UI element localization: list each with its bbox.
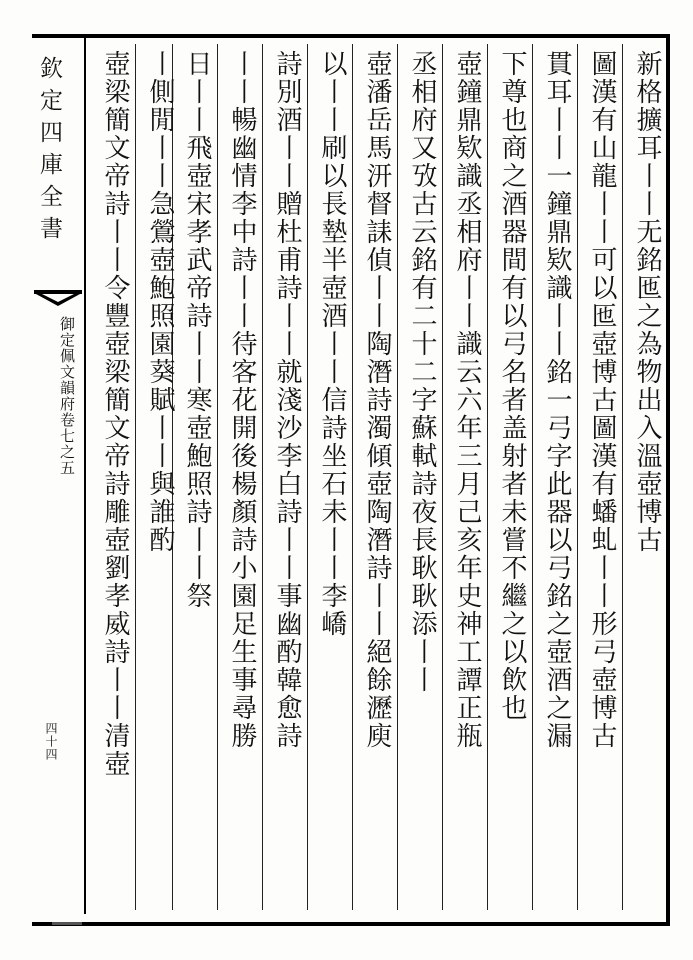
juan-title: 御定佩文韻府卷七之五 [58, 316, 76, 476]
text-column: 貫耳丨丨一鐘鼎欵識丨丨銘一弓字此器以弓銘之壺酒之漏 [542, 50, 572, 750]
fishtail-mark-icon [34, 290, 82, 308]
book-title: 欽定四庫全書 [36, 56, 62, 248]
text-column: 圖漢有山龍丨丨可以匜壺博古圖漢有蟠虬丨丨形弓壺博古 [587, 50, 617, 750]
text-column: 壺鐘鼎欵識丞相府丨丨識云六年三月己亥年史神工譚正瓶 [452, 50, 482, 750]
bottom-ornament-icon [40, 918, 100, 930]
margin-divider [84, 38, 86, 914]
text-column: 日丨丨飛壺宋孝武帝詩丨丨寒壺鮑照詩丨丨祭 [182, 50, 212, 610]
text-column: 以丨丨刷以長墊半壺酒丨丨信詩坐石未丨丨李嶠 [317, 50, 347, 638]
text-column: 丞相府又攷古云銘有二十二字蘇軾詩夜長耿耿添丨丨 [407, 50, 437, 694]
text-column: 新格擴耳丨丨无銘匜之為物出入溫壺博古 [632, 50, 662, 554]
text-column: 詩別酒丨丨贈杜甫詩丨丨就淺沙李白詩丨丨事幽酌韓愈詩 [272, 50, 302, 750]
text-column: 壺潘岳馬汧督誄偵丨丨陶潛詩濁傾壺陶潛詩丨丨絕餘瀝庾 [362, 50, 392, 750]
text-column: 下尊也商之酒器間有以弓名者盖射者未嘗不繼之以飲也 [497, 50, 527, 722]
text-column: 壺梁簡文帝詩丨丨令豐壺梁簡文帝詩雕壺劉孝威詩丨丨清壺 [100, 50, 130, 778]
text-column: 丨側閒丨丨急鶯壺鮑照園葵賦丨丨與誰酌 [145, 50, 175, 554]
text-column: 丨丨暢幽情李中詩丨丨待客花開後楊顏詩小園足生事尋勝 [227, 50, 257, 750]
folio-number: 四十四 [44, 722, 58, 761]
